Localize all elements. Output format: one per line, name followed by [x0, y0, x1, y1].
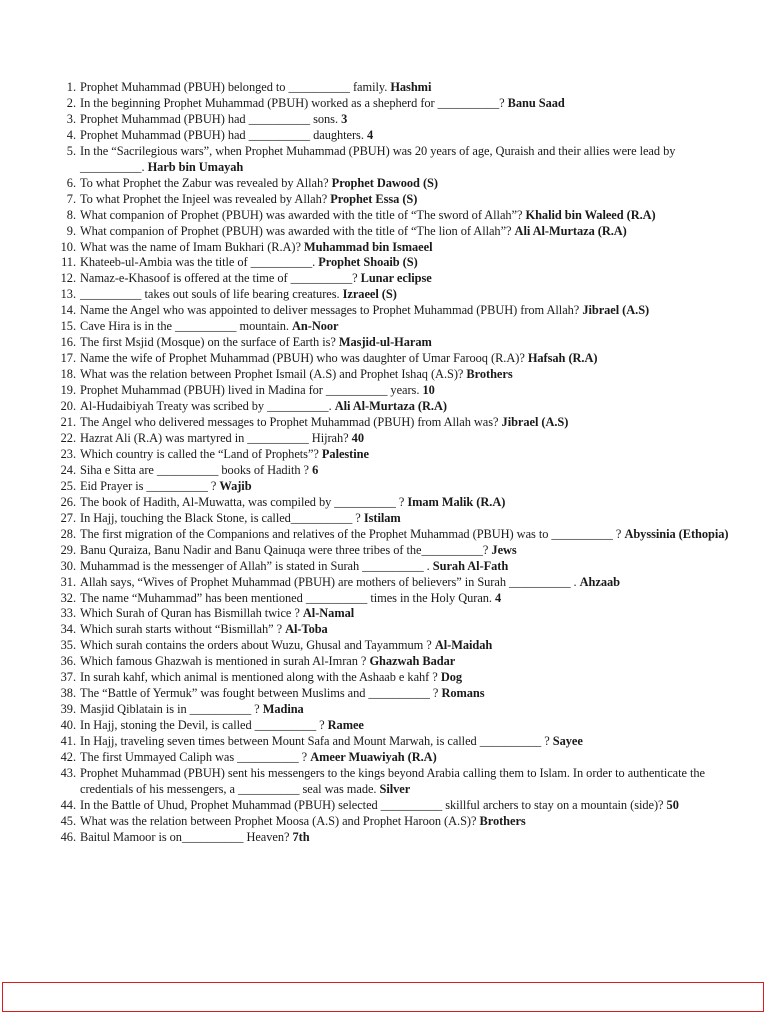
question-text: Eid Prayer is __________ ? [80, 478, 217, 493]
question-number: 36. [60, 654, 76, 669]
question-item [56, 511, 736, 527]
answer-text: Imam Malik (R.A) [407, 494, 506, 509]
question-text: Which Surah of Quran has Bismillah twice ? [80, 606, 300, 621]
answer-text: Brothers [479, 813, 526, 828]
question-item [56, 702, 736, 718]
question-number: 44. [60, 797, 76, 812]
question-number: 14. [60, 303, 76, 318]
answer-text: Abyssinia (Ethopia) [624, 526, 729, 541]
answer-text: Dog [440, 670, 463, 685]
answer-text: Istilam [363, 510, 401, 525]
question-number: 29. [60, 542, 76, 557]
question-text: Siha e Sitta are __________ books of Hadith ? [80, 462, 310, 477]
question-text: Prophet Muhammad (PBUH) belonged to __________ family. [80, 80, 388, 94]
question-text: The book of Hadith, Al-Muwatta, was compiled by __________ ? [80, 494, 405, 509]
question-number: 42. [60, 750, 76, 765]
question-item [56, 638, 736, 654]
question-number: 34. [60, 622, 76, 637]
question-text: Prophet Muhammad (PBUH) sent his messengers to the kings beyond Arabia calling them to Islam. In order to authenticate the credentials of his messengers, a __________ seal was made. [80, 765, 706, 796]
question-text: Baitul Mamoor is on__________ Heaven? [80, 829, 290, 844]
answer-text: Ghazwah Badar [369, 654, 456, 669]
question-text: Which surah starts without “Bismillah” ? [80, 622, 283, 637]
question-item [56, 814, 736, 830]
question-item [56, 734, 736, 750]
question-item [56, 112, 736, 128]
question-number: 2. [66, 95, 76, 110]
question-text: Which famous Ghazwah is mentioned in surah Al-Imran ? [80, 654, 367, 669]
question-number: 10. [60, 239, 76, 254]
question-text: Which surah contains the orders about Wuzu, Ghusal and Tayammum ? [80, 638, 432, 653]
question-item [56, 766, 736, 798]
question-item [56, 240, 736, 256]
question-number: 28. [60, 526, 76, 541]
question-item [56, 830, 736, 846]
answer-text: Khalid bin Waleed (R.A) [525, 207, 656, 222]
answer-text: Silver [379, 781, 411, 796]
question-text: What was the name of Imam Bukhari (R.A)? [80, 239, 301, 254]
question-number: 20. [60, 399, 76, 414]
question-text: Prophet Muhammad (PBUH) had __________ daughters. [80, 127, 364, 142]
question-item [56, 128, 736, 144]
question-item [56, 335, 736, 351]
question-item [56, 654, 736, 670]
answer-text: Harb bin Umayah [147, 159, 244, 174]
question-number: 8. [66, 207, 76, 222]
question-number: 13. [60, 287, 76, 302]
question-number: 1. [66, 80, 76, 94]
question-item [56, 303, 736, 319]
question-text: Namaz-e-Khasoof is offered at the time of __________? [80, 271, 358, 286]
answer-text: Jibrael (A.S) [501, 415, 569, 430]
answer-text: Ali Al-Murtaza (R.A) [334, 399, 447, 414]
answer-text: 40 [351, 430, 364, 445]
answer-text: Muhammad bin Ismaeel [304, 239, 433, 254]
question-number: 16. [60, 335, 76, 350]
answer-text: Al-Maidah [434, 638, 493, 653]
question-number: 22. [60, 430, 76, 445]
question-number: 35. [60, 638, 76, 653]
question-text: The name “Muhammad” has been mentioned __________ times in the Holy Quran. [80, 590, 492, 605]
question-text: The Angel who delivered messages to Prophet Muhammad (PBUH) from Allah was? [80, 415, 499, 430]
question-number: 15. [60, 319, 76, 334]
question-number: 17. [60, 351, 76, 366]
question-text: The first Msjid (Mosque) on the surface of Earth is? [80, 335, 336, 350]
question-item [56, 543, 736, 559]
question-text: Hazrat Ali (R.A) was martyred in __________ Hijrah? [80, 430, 349, 445]
question-item [56, 415, 736, 431]
question-text: Al-Hudaibiyah Treaty was scribed by __________. [80, 399, 332, 414]
question-number: 23. [60, 446, 76, 461]
question-number: 12. [60, 271, 76, 286]
question-number: 33. [60, 606, 76, 621]
question-item [56, 463, 736, 479]
answer-text: Ali Al-Murtaza (R.A) [514, 223, 627, 238]
answer-text: 6 [312, 462, 319, 477]
question-text: Cave Hira is in the __________ mountain. [80, 319, 289, 334]
question-text: What companion of Prophet (PBUH) was awarded with the title of “The sword of Allah”? [80, 207, 523, 222]
question-item [56, 383, 736, 399]
question-text: In Hajj, touching the Black Stone, is called__________ ? [80, 510, 361, 525]
question-number: 43. [60, 765, 76, 780]
question-number: 30. [60, 558, 76, 573]
question-item [56, 96, 736, 112]
question-number: 9. [66, 223, 76, 238]
question-text: Masjid Qiblatain is in __________ ? [80, 702, 260, 717]
question-text: Prophet Muhammad (PBUH) lived in Madina for __________ years. [80, 383, 420, 398]
question-item [56, 606, 736, 622]
question-item [56, 750, 736, 766]
answer-text: Madina [262, 702, 304, 717]
question-number: 45. [60, 813, 76, 828]
question-item [56, 367, 736, 383]
answer-text: Jibrael (A.S) [582, 303, 650, 318]
question-text: Prophet Muhammad (PBUH) had __________ sons. [80, 111, 338, 126]
answer-text: Hashmi [390, 80, 432, 94]
question-item [56, 319, 736, 335]
answer-text: Izraeel (S) [342, 287, 397, 302]
question-item [56, 527, 736, 543]
question-text: In the Battle of Uhud, Prophet Muhammad (PBUH) selected __________ skillful archers to stay on a mountain (side)? [80, 797, 664, 812]
answer-text: 4 [495, 590, 502, 605]
question-item [56, 431, 736, 447]
answer-text: Prophet Dawood (S) [331, 175, 438, 190]
answer-text: 4 [366, 127, 374, 142]
answer-text: Palestine [321, 446, 369, 461]
question-text: Khateeb-ul-Ambia was the title of __________. [80, 255, 316, 270]
answer-text: Wajib [219, 478, 252, 493]
question-text: In surah kahf, which animal is mentioned along with the Ashaab e kahf ? [80, 670, 438, 685]
question-item [56, 622, 736, 638]
answer-text: Al-Namal [302, 606, 355, 621]
answer-text: 3 [341, 111, 348, 126]
question-item [56, 271, 736, 287]
question-text: In the “Sacrilegious wars”, when Prophet Muhammad (PBUH) was 20 years of age, Quraish and their allies were lead by __________. [80, 143, 676, 174]
question-item [56, 798, 736, 814]
question-text: The first Ummayed Caliph was __________ ? [80, 750, 308, 765]
question-number: 6. [66, 175, 76, 190]
answer-text: Ahzaab [579, 574, 620, 589]
question-item [56, 255, 736, 271]
question-number: 11. [61, 255, 76, 270]
question-number: 24. [60, 462, 76, 477]
question-list [56, 80, 736, 846]
question-item [56, 495, 736, 511]
question-number: 38. [60, 686, 76, 701]
question-item [56, 686, 736, 702]
question-number: 5. [66, 143, 76, 158]
bottom-frame [2, 982, 764, 1012]
answer-text: Al-Toba [285, 622, 328, 637]
answer-text: Ramee [327, 718, 364, 733]
question-text: Allah says, “Wives of Prophet Muhammad (PBUH) are mothers of believers” in Surah __________ . [80, 574, 577, 589]
question-text: What was the relation between Prophet Moosa (A.S) and Prophet Haroon (A.S)? [80, 813, 477, 828]
answer-text: Sayee [552, 734, 583, 749]
question-item [56, 224, 736, 240]
question-text: Banu Quraiza, Banu Nadir and Banu Qainuqa were three tribes of the__________? [80, 542, 489, 557]
answer-text: Jews [491, 542, 517, 557]
answer-text: An-Noor [292, 319, 339, 334]
question-item [56, 479, 736, 495]
answer-text: Prophet Essa (S) [330, 191, 418, 206]
answer-text: Brothers [466, 367, 513, 382]
question-text: Name the wife of Prophet Muhammad (PBUH) who was daughter of Umar Farooq (R.A)? [80, 351, 525, 366]
question-item [56, 559, 736, 575]
question-item [56, 591, 736, 607]
answer-text: Prophet Shoaib (S) [318, 255, 418, 270]
question-number: 32. [60, 590, 76, 605]
answer-text: 10 [422, 383, 435, 398]
question-item [56, 176, 736, 192]
answer-text: Ameer Muawiyah (R.A) [310, 750, 437, 765]
question-text: __________ takes out souls of life bearing creatures. [80, 287, 340, 302]
answer-text: 7th [292, 829, 310, 844]
question-text: What companion of Prophet (PBUH) was awarded with the title of “The lion of Allah”? [80, 223, 512, 238]
question-text: The “Battle of Yermuk” was fought between Muslims and __________ ? [80, 686, 439, 701]
question-text: What was the relation between Prophet Ismail (A.S) and Prophet Ishaq (A.S)? [80, 367, 464, 382]
question-item [56, 351, 736, 367]
question-item [56, 670, 736, 686]
question-item [56, 80, 736, 96]
question-text: Which country is called the “Land of Prophets”? [80, 446, 319, 461]
question-text: Name the Angel who was appointed to deliver messages to Prophet Muhammad (PBUH) from Allah? [80, 303, 580, 318]
question-number: 7. [66, 191, 76, 206]
question-number: 21. [60, 415, 76, 430]
question-number: 40. [60, 718, 76, 733]
question-number: 41. [60, 734, 76, 749]
answer-text: Surah Al-Fath [432, 558, 509, 573]
question-text: Muhammad is the messenger of Allah” is stated in Surah __________ . [80, 558, 430, 573]
question-number: 3. [66, 111, 76, 126]
question-number: 18. [60, 367, 76, 382]
question-number: 46. [60, 829, 76, 844]
answer-text: Hafsah (R.A) [527, 351, 598, 366]
question-text: In Hajj, stoning the Devil, is called __________ ? [80, 718, 325, 733]
question-number: 39. [60, 702, 76, 717]
question-item [56, 447, 736, 463]
question-item [56, 287, 736, 303]
question-number: 19. [60, 383, 76, 398]
question-text: In Hajj, traveling seven times between Mount Safa and Mount Marwah, is called __________ ? [80, 734, 550, 749]
question-number: 4. [66, 127, 76, 142]
question-text: To what Prophet the Zabur was revealed by Allah? [80, 175, 329, 190]
answer-text: 50 [666, 797, 679, 812]
question-number: 27. [60, 510, 76, 525]
question-item [56, 718, 736, 734]
question-item [56, 208, 736, 224]
question-number: 26. [60, 494, 76, 509]
answer-text: Masjid-ul-Haram [338, 335, 432, 350]
question-text: The first migration of the Companions and relatives of the Prophet Muhammad (PBUH) was to __________ ? [80, 526, 622, 541]
answer-text: Banu Saad [507, 95, 565, 110]
question-number: 25. [60, 478, 76, 493]
question-text: To what Prophet the Injeel was revealed by Allah? [80, 191, 328, 206]
question-number: 37. [60, 670, 76, 685]
question-number: 31. [60, 574, 76, 589]
question-item [56, 144, 736, 176]
question-item [56, 192, 736, 208]
answer-text: Lunar eclipse [360, 271, 432, 286]
answer-text: Romans [441, 686, 485, 701]
question-item [56, 575, 736, 591]
question-text: In the beginning Prophet Muhammad (PBUH) worked as a shepherd for __________? [80, 95, 505, 110]
question-item [56, 399, 736, 415]
